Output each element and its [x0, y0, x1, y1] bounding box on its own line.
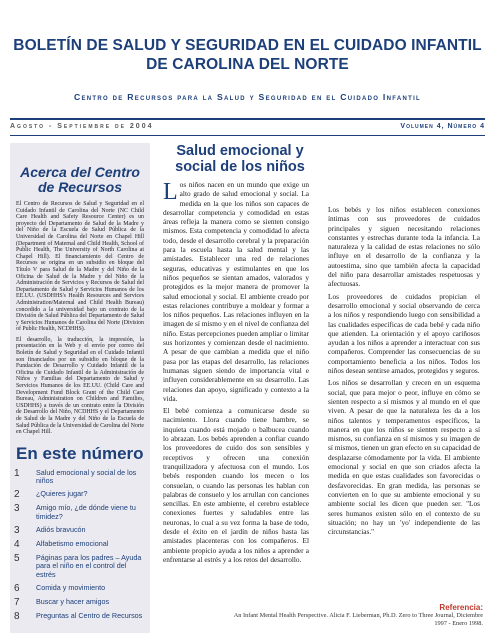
toc-page-number: 7 — [14, 596, 20, 608]
sidebar — [10, 143, 150, 633]
issue-bottom-rule — [10, 135, 485, 136]
issue-bar — [0, 118, 495, 136]
toc-label: Preguntas al Centro de Recursos — [36, 610, 143, 620]
toc-item[interactable] — [14, 598, 150, 607]
toc-page-number: 4 — [14, 538, 20, 550]
toc-label: Amigo mío, ¿de dónde viene tu timidez? — [36, 503, 136, 521]
issue-volume: Volumen 4, Número 4 — [400, 123, 485, 130]
newsletter-title-line1: BOLETÍN DE SALUD Y SEGURIDAD EN EL CUIDADO INFANTIL — [13, 37, 482, 54]
toc-page-number: 3 — [14, 524, 20, 536]
toc-label: Páginas para los padres – Ayuda para el niño en el control del estrés — [36, 552, 142, 579]
issue-date: Agosto - Septiembre de 2004 — [10, 123, 154, 130]
contents-heading: En este número — [16, 443, 144, 463]
toc-item[interactable] — [14, 526, 150, 535]
article-column-1 — [163, 180, 309, 567]
sidebar-paragraph-1: El Centro de Recursos de Salud y Seguridad en el Cuidado Infantil de Carolina del Norte (NC Child Care Health and Safety Resource Center) es un proyecto del Departamento de Salud de la Madre y del Niño de la Escuela de Salud Pública de la Universidad de Carolina del Norte en Chapel Hill (Department of Maternal and Child Health, School of Public Health, The University of North Carolina at Chapel Hill). El financiamiento del Centro de Recursos se origina en un subsidio en bloque del Título V para Salud de la Madre y del Niño de la Oficina de Salud de la Madre y del Niño de la Administración de Servicios y Recursos de Salud del Departamento de Salud y Servicios Humanos de los EE.UU. (USDHHS's Health Resources and Services Administration/Maternal and Child Health Bureau) concedido a la universidad bajo un contrato de la División de Salud Pública del Departamento de Salud y Servicios Humanos de Carolina del Norte (Division of Public Health, NCDHHS). — [16, 201, 144, 333]
toc-page-number: 2 — [14, 489, 20, 501]
article-paragraph-text: os niños nacen en un mundo que exige un alto grado de salud emocional y social. La medida en la que los niños son capaces de desarrollar competencia y comodidad en estas áreas refleja la manera como se sienten consigo mismos. Esta competencia y comodidad lo afecta todo, desde el desarrollo cerebral y la preparación para la escuela hasta la salud mental y las amistades. Establecer una red de relaciones seguras, educativas y estimulantes en que los niños pequeños se sientan amados, valorados y protegidos es la mejor manera de promover la salud emocional y social. El ambiente creado por estas relaciones contribuye a moldear y formar a los niños pequeños. Las relaciones influyen en la imagen de sí mismo y en el nivel de confianza del niño. Estas percepciones pueden ampliar o limitar sus horizontes y comienzan desde el nacimiento. A pesar de que cambian a medida que el niño pasa por las etapas del desarrollo, las relaciones humanas siguen siendo de importancia vital e influyen considerablemente en su desarrollo. Las relaciones dan apoyo, significado y contexto a la vida. — [163, 180, 309, 403]
toc-label: Salud emocional y social de los niños — [36, 467, 137, 486]
newsletter-subtitle: Centro de Recursos para la Salud y Seguridad en el Cuidado Infantil — [73, 92, 422, 102]
article-paragraph: Los proveedores de cuidados propician el desarrollo emocional y social observando de cerca a los niños y respondiendo luego con sensibilidad a las cualidades específicas de cada bebé y cada niño que atienden. La orientación y el apoyo cariñosos ayudan a los niños a aprender a interactuar con sus compañeros. Comprender las consecuencias de su comportamiento beneficia a los niños. Todos los niños desean sentirse amados, protegidos y seguros. — [328, 291, 480, 376]
toc-label: ¿Quieres jugar? — [36, 489, 88, 499]
newsletter-title-line2: DE CAROLINA DEL NORTE — [146, 56, 349, 73]
table-of-contents — [14, 469, 150, 621]
toc-page-number: 3 — [14, 503, 20, 515]
toc-label: Comida y movimiento — [36, 582, 106, 592]
sidebar-body — [10, 195, 150, 436]
toc-item[interactable] — [14, 490, 150, 499]
toc-label: Adiós bravucón — [36, 524, 86, 534]
toc-item[interactable] — [14, 540, 150, 549]
toc-page-number: 1 — [14, 467, 20, 479]
toc-item[interactable] — [14, 612, 150, 621]
toc-item[interactable] — [14, 469, 150, 486]
masthead — [0, 0, 495, 112]
reference-heading: Referencia: — [439, 603, 483, 612]
toc-label: Buscar y hacer amigos — [36, 596, 110, 606]
issue-top-rule — [10, 118, 485, 120]
toc-item[interactable] — [14, 584, 150, 593]
toc-page-number: 8 — [14, 610, 20, 622]
sidebar-heading: Acerca del Centro de Recursos — [20, 164, 140, 195]
toc-label: Alfabetismo emocional — [36, 538, 109, 548]
article-paragraph: Los bebés y los niños establecen conexiones íntimas con sus proveedores de cuidados principales y siguen necesitando relaciones constantes y estrechas durante toda la infancia. La naturaleza y la calidad de estas relaciones no sólo influye en el desarrollo de la confianza y la autoestima, sino que también afecta la capacidad del niño para desarrollar amistades respetuosas y afectuosas. — [328, 205, 480, 289]
article-title: Salud emocional y social de los niños — [175, 143, 305, 175]
toc-item[interactable] — [14, 554, 150, 579]
article-paragraph: Los niños se desarrollan y crecen en un esquema social, que para mejor o peor, influye en cómo se sienten respecto a sí mismos y al mundo en el que viven. A pesar de que la naturaleza les da a los niños talentos y temperamentos específicos, la manera en que los niños se sienten respecto a sí mismos, su confianza en sí mismos y su imagen de sí mismos, tienen un gran efecto en su capacidad de desplazarse cómodamente por la vida. El ambiente emocional y social en que son criados afecta la medida en que estas cualidades son favorecidas o desfavorecidas. En gran medida, las personas se convierten en lo que su ambiente emocional y su ambiente social les dicen que pueden ser. "Los seres humanos existen sólo en el contexto de su situación; no hay un 'yo' independiente de las circunstancias." — [328, 378, 480, 537]
article-paragraph — [163, 180, 309, 403]
drop-cap: L — [163, 179, 178, 205]
toc-item[interactable] — [14, 504, 150, 521]
toc-page-number: 6 — [14, 582, 20, 594]
toc-page-number: 5 — [14, 552, 20, 564]
article-column-2 — [328, 205, 480, 539]
article-paragraph: El bebé comienza a comunicarse desde su nacimiento. Llora cuando tiene hambre, se inquieta cuando está mojado o balbucea cuando lo abrazan. Los bebés aprenden a confiar cuando los proveedores de cuido dos son sensibles y receptivos y ofrecen una conexión tranquilizadora y afectuosa con el mundo. Los bebés responden cuando los mecen o los consuelan, o cuando las personas les hablan con palabras de consuelo y los arrullan con canciones sencillas. En este ambiente, el cerebro establece conexiones fuertes y saludables entre las neuronas, lo cual a su vez forma la base de todo, desde el éxito en el jardín de niños hasta las amistades placenteras con los compañeros. El ambiente propicio ayuda a los niños a aprender a enfrentarse al estrés y a los retos del desarrollo. — [163, 406, 309, 564]
sidebar-paragraph-2: El desarrollo, la traducción, la impresión, la presentación en la Web y el envío por correo del Boletín de Salud y Seguridad en el Cuidado Infantil son financiados por un subsidio en bloque de la Fundación de Desarrollo y Cuidado Infantil de la Oficina de Cuidado Infantil de la Administración de Niños y Familias del Departamento de Salud y Servicios Humanos de los EE.UU. (Child Care and Development Fund Block Grant of the Child Care Bureau, Administration on Children and Families, USDHHS) a través de un contrato entre la División de Desarrollo del Niño, NCDHHS y el Departamento de Salud de la Madre y del Niño de la Escuela de Salud Pública de la Universidad de Carolina del Norte en Chapel Hill. — [16, 336, 144, 436]
reference-text: An Infant Mental Health Perspective. Alicia F. Lieberman, Ph.D. Zero to Three Journal, Diciembre 1997 - Enero 1998. — [233, 612, 483, 627]
